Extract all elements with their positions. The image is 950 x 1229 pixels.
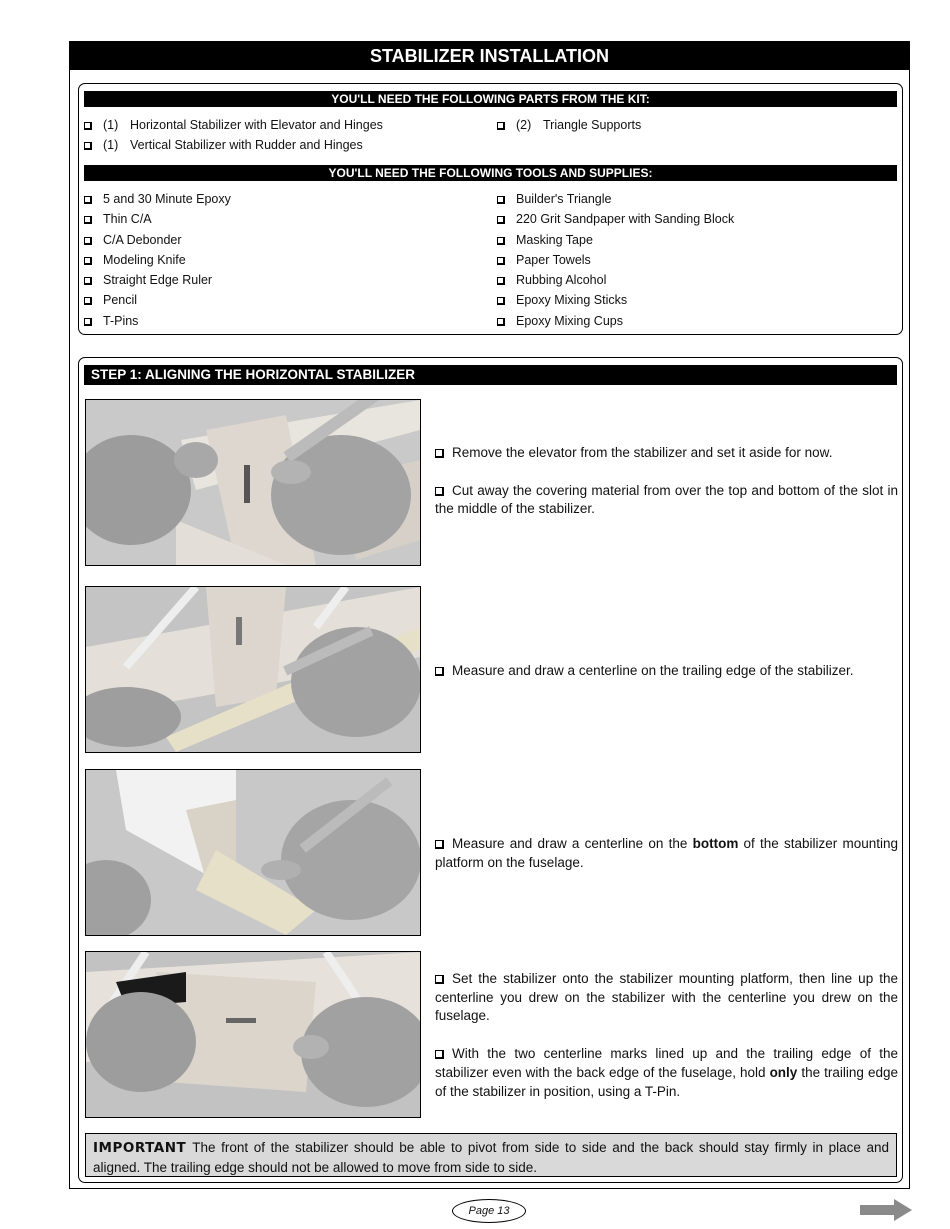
checkbox-icon [435,1050,444,1059]
tool-item: Rubbing Alcohol [497,271,606,289]
checkbox-icon [497,237,505,245]
instruction-centerline-trailing-edge: Measure and draw a centerline on the trailing edge of the stabilizer. [435,662,898,681]
checkbox-icon [84,142,92,150]
important-text: The front of the stabilizer should be able to pivot from side to side and the back should stay firmly in place and aligned. The trailing edge should not be allowed to move from side to side. [93,1140,889,1175]
instruction-set-stabilizer: Set the stabilizer onto the stabilizer mounting platform, then line up the centerline you drew on the stabilizer with the centerline you drew on the fuselage. [435,971,898,1024]
photo-trailing-edge-centerline [85,586,421,753]
instruction-remove-elevator: Remove the elevator from the stabilizer and set it aside for now. [435,444,898,463]
photo-fuselage-centerline [85,769,421,936]
checkbox-icon [497,297,505,305]
instruction-cut-covering: Cut away the covering material from over the top and bottom of the slot in the middle of the stabilizer. [435,482,898,517]
tool-item: Straight Edge Ruler [84,271,212,289]
page-title: STABILIZER INSTALLATION [70,42,909,70]
part-item-vertical-stabilizer: (1) Vertical Stabilizer with Rudder and Hinges [84,136,363,154]
checkbox-icon [497,216,505,224]
tool-item: Epoxy Mixing Sticks [497,291,627,309]
step1-box [78,357,903,1183]
checkbox-icon [84,196,92,204]
tool-item: Builder's Triangle [497,190,612,208]
instruction-centerline-fuselage: Measure and draw a centerline on the bottom of the stabilizer mounting platform on the fuselage. [435,836,898,870]
tool-item: 5 and 30 Minute Epoxy [84,190,231,208]
tool-item: Pencil [84,291,137,309]
parts-header: YOU'LL NEED THE FOLLOWING PARTS FROM THE KIT: [84,91,897,107]
tool-item: Epoxy Mixing Cups [497,312,623,330]
checkbox-icon [435,487,444,496]
photo-stabilizer-mounting [85,951,421,1118]
part-item-triangle-supports: (2) Triangle Supports [497,116,641,134]
tool-item: 220 Grit Sandpaper with Sanding Block [497,210,734,228]
tool-item: T-Pins [84,312,138,330]
checkbox-icon [84,122,92,130]
step1-text-block-4 [435,970,898,1120]
tool-item: C/A Debonder [84,231,182,249]
checkbox-icon [497,196,505,204]
checkbox-icon [84,277,92,285]
checkbox-icon [435,449,444,458]
arrow-right-icon[interactable] [860,1199,912,1226]
parts-tools-box [78,83,903,335]
instruction-pin-trailing-edge: With the two centerline marks lined up and the trailing edge of the stabilizer even with the back edge of the fuselage, hold only the trailing edge of the stabilizer in position, using a T-Pin. [435,1046,898,1099]
tool-item: Modeling Knife [84,251,186,269]
tool-item: Paper Towels [497,251,591,269]
checkbox-icon [497,277,505,285]
step1-title: STEP 1: ALIGNING THE HORIZONTAL STABILIZER [84,365,897,385]
tools-header: YOU'LL NEED THE FOLLOWING TOOLS AND SUPPLIES: [84,165,897,181]
checkbox-icon [84,237,92,245]
tool-item: Thin C/A [84,210,152,228]
checkbox-icon [497,257,505,265]
checkbox-icon [84,257,92,265]
checkbox-icon [435,667,444,676]
checkbox-icon [435,840,444,849]
checkbox-icon [84,318,92,326]
checkbox-icon [435,975,444,984]
important-note [85,1133,897,1177]
page-frame [69,41,910,1189]
step1-text-block-3 [435,835,898,891]
part-item-horizontal-stabilizer: (1) Horizontal Stabilizer with Elevator and Hinges [84,116,383,134]
step1-text-block-1 [435,444,898,538]
checkbox-icon [84,216,92,224]
step1-text-block-2 [435,662,898,700]
checkbox-icon [497,318,505,326]
checkbox-icon [497,122,505,130]
important-label: IMPORTANT [93,1140,187,1156]
photo-cut-covering [85,399,421,566]
page-number: Page 13 [452,1199,526,1223]
tool-item: Masking Tape [497,231,593,249]
checkbox-icon [84,297,92,305]
